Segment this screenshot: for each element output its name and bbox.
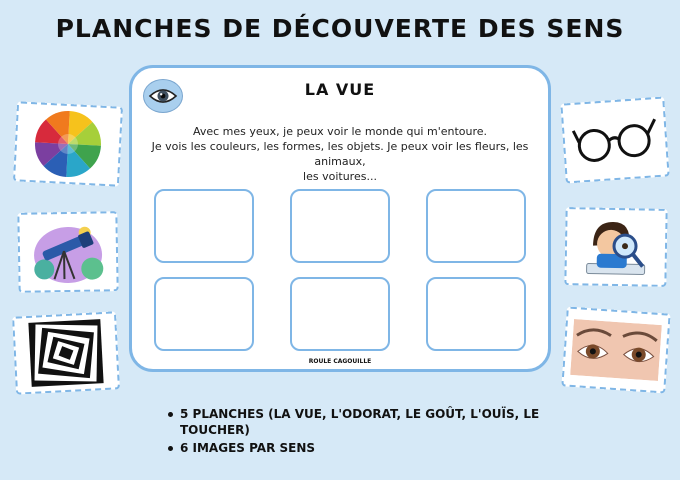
list-item: 6 IMAGES PAR SENS [168, 440, 588, 456]
image-slot[interactable] [154, 189, 254, 263]
image-slot[interactable] [426, 277, 526, 351]
feature-list [168, 406, 588, 458]
card-optical-illusion[interactable] [12, 311, 120, 394]
card-magnifier-child[interactable] [564, 207, 667, 287]
description-line: Je vois les couleurs, les formes, les objets. Je peux voir les fleurs, les animaux, [151, 140, 529, 168]
color-wheel-icon [31, 107, 105, 181]
card-color-wheel[interactable] [13, 101, 123, 186]
card-eyes[interactable] [561, 306, 670, 393]
optical-illusion-icon [27, 318, 104, 388]
telescope-icon [29, 218, 106, 285]
description-line: Avec mes yeux, je peux voir le monde qui m'entoure. [192, 125, 488, 138]
board-title: LA VUE [304, 80, 376, 99]
magnifying-glass-child-icon [578, 213, 653, 280]
list-item: 5 PLANCHES (LA VUE, L'ODORAT, LE GOÛT, L'OUÏS, LE TOUCHER) [168, 406, 588, 438]
board-footer: ROULE CAGOUILLE [308, 358, 372, 365]
board-description [138, 124, 542, 184]
eyes-icon [570, 319, 662, 381]
page-title: PLANCHES DE DÉCOUVERTE DES SENS [55, 14, 625, 43]
glasses-icon [570, 113, 659, 167]
image-slot[interactable] [290, 189, 390, 263]
sense-board [129, 65, 551, 372]
card-glasses[interactable] [560, 96, 669, 183]
image-slot[interactable] [154, 277, 254, 351]
image-slot[interactable] [426, 189, 526, 263]
description-line: les voitures... [303, 170, 377, 183]
image-slot[interactable] [290, 277, 390, 351]
card-telescope[interactable] [17, 211, 118, 293]
